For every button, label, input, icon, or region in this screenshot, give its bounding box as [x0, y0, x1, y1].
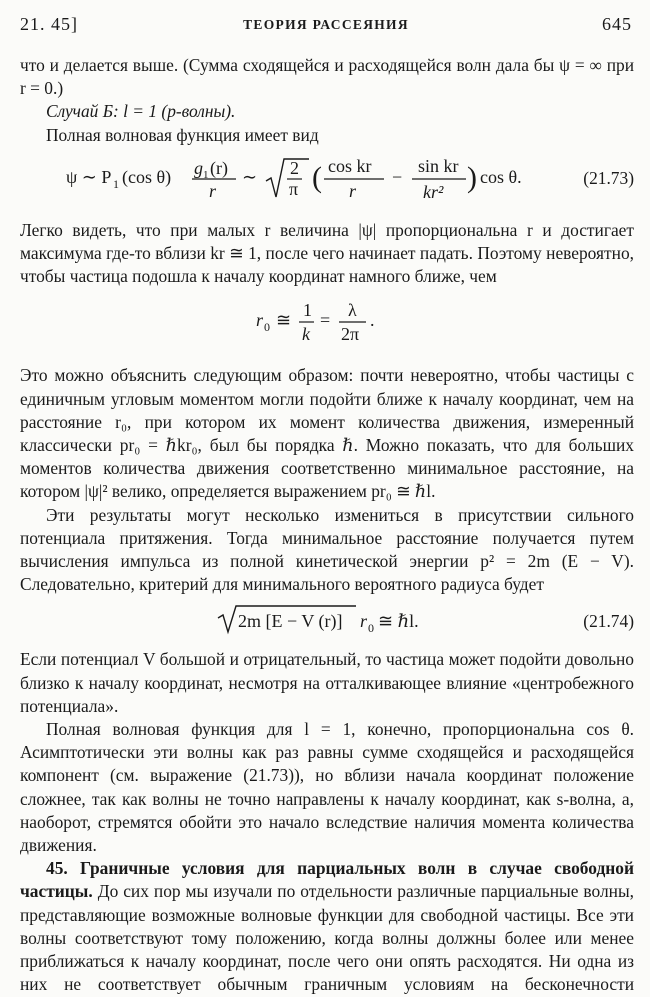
eq-minus: − [392, 166, 403, 187]
eq-sinkr: sin kr [418, 155, 459, 176]
paragraph: Легко видеть, что при малых r величина |ψ| пропорциональна r и достигает максимума где-то вблизи kr ≅ 1, после чего начинает падать. Поэтому невероятно, чтобы частица подошла к началу координат намного ближе, чем [20, 219, 634, 287]
section-text: До сих пор мы изучали по отдельности различные парциальные волны, представляющие возможные волновые функции для свободной частицы. Все эти волны соответствуют тому положению, когда волны должны более или менее приближаться к началу координат, после чего они опять расходятся. Ни одна из них не соответствует обычным граничным условиям на бесконечности [20, 881, 634, 995]
eq-approx: ∼ [242, 166, 258, 187]
eq-lambda: λ [348, 300, 357, 321]
eq-rhs: ≅ ℏl. [378, 611, 419, 632]
eq-r0: r [256, 310, 264, 331]
paragraph: Полная волновая функция имеет вид [46, 124, 319, 145]
eq-one: 1 [303, 300, 312, 321]
eq-pi: π [289, 178, 299, 199]
eq-gsub: 1 [203, 168, 209, 181]
case-label: Случай Б: l = 1 (p-волны). [46, 101, 236, 122]
eq-arg: (cos θ) [122, 166, 172, 187]
equation-21-74-expression [218, 602, 458, 638]
eq-lhs: ψ ∼ P [66, 166, 112, 187]
equation-r0 [20, 292, 634, 354]
section-45 [20, 857, 634, 996]
eq-coskr: cos kr [328, 155, 372, 176]
eq-twopi: 2π [341, 324, 360, 345]
eq-sub: 1 [113, 176, 119, 191]
page-body [20, 54, 634, 997]
equation-21-74 [20, 602, 634, 642]
eq-r: r [349, 180, 357, 201]
paragraph: Эти результаты могут несколько измениться в присутствии сильного потенциала притяжения. Тогда минимальное расстояние получается путем вычисления импульса из полной кинетической энергии p² = 2m (E − V). Следовательно, критерий для минимального вероятного радиуса будет [20, 504, 634, 595]
eq-kr2: kr² [423, 181, 444, 202]
eq-k: k [302, 324, 310, 345]
equation-number: (21.74) [583, 611, 634, 632]
sqrt-sign [266, 159, 309, 197]
paragraph: Если потенциал V большой и отрицательный, то частица может подойти довольно близко к началу координат, несмотря на отталкивающее влияние «центробежного потенциала». [20, 649, 634, 716]
eq-approx: ≅ [276, 310, 292, 331]
eq-gr: (r) [210, 157, 228, 178]
eq-radicand: 2m [E − V (r)] [238, 611, 343, 632]
eq-costheta: cos θ. [480, 166, 522, 187]
equation-21-73 [20, 151, 634, 209]
eq-g: g [194, 157, 203, 178]
section-title: 45. Граничные условия для парциальных волн в случае свободной частицы. [20, 858, 634, 902]
eq-lpar: ( [312, 160, 322, 194]
eq-sub: 0 [368, 621, 374, 636]
eq-eq: = [320, 310, 331, 331]
eq-two: 2 [290, 157, 299, 178]
paragraph: Полная волновая функция для l = 1, конечно, пропорциональна cos θ. Асимптотически эти волны как раз равны сумме сходящейся и расходящейся компонент (см. выражение (21.73)), но вблизи начала координат положение сложнее, так как волны не точно направлены к началу координат, как s-волна, а, наоборот, стремятся обойти это начало вследствие наличия момента количества движения. [20, 719, 634, 856]
paragraph: Это можно объяснить следующим образом: почти невероятно, чтобы частицы с единичным угловым моментом могли подойти ближе к началу координат, чем на расстояние r₀, при котором их момент количества движения, измеренный классически pr₀ = ℏkr₀, был бы порядка ℏ. Можно показать, что для больших моментов количества движения соответственно минимальное расстояние, на котором |ψ|² велико, определяется выражением pr₀ ≅ ℏl. [20, 365, 634, 502]
eq-rpar: ) [467, 160, 477, 194]
eq-sub: 0 [264, 320, 270, 335]
paragraph: что и делается выше. (Сумма сходящейся и расходящейся волн дала бы ψ = ∞ при r = 0.) [20, 55, 634, 99]
running-title: ТЕОРИЯ РАССЕЯНИЯ [243, 17, 409, 32]
equation-r0-expression [256, 294, 406, 350]
eq-dot: . [370, 310, 375, 331]
page-number: 645 [602, 14, 632, 34]
equation-21-73-expression [66, 153, 586, 207]
eq-r0: r [360, 611, 368, 632]
page-header [20, 14, 632, 40]
section-ref: 21. 45] [20, 14, 78, 34]
eq-r: r [209, 180, 217, 201]
equation-number: (21.73) [583, 167, 634, 188]
